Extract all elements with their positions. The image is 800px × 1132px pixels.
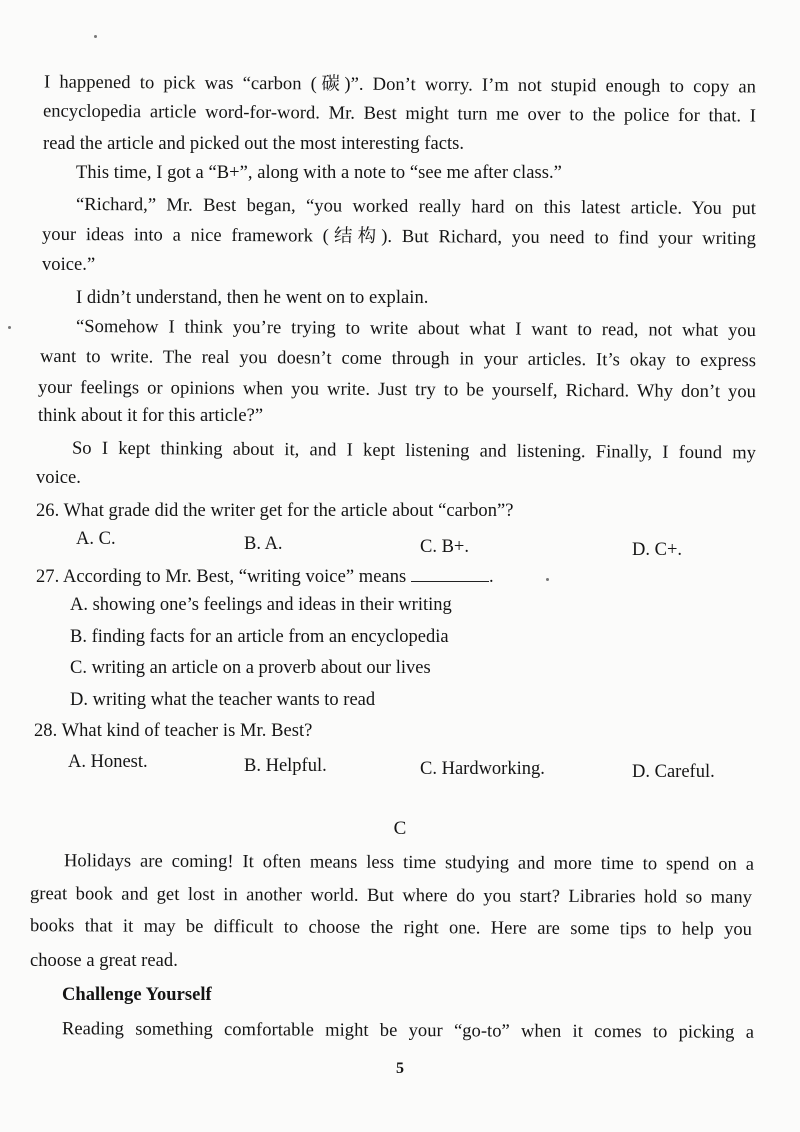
scan-speck [94,35,97,38]
option-c: C. writing an article on a proverb about our lives [70,658,431,678]
option-c: C. B+. [420,537,469,557]
passage-line: read the article and picked out the most interesting facts. [43,134,465,154]
question-28 [34,720,312,742]
option-d: D. C+. [632,540,683,560]
passage-line: voice. [36,468,81,488]
scan-speck [8,326,11,329]
passage-line: choose a great read. [30,951,178,971]
question-26 [36,500,514,522]
answer-blank [411,564,489,582]
question-stem: According to Mr. Best, “writing voice” means [62,567,407,587]
option-b: B. A. [244,534,283,554]
scan-speck [546,578,549,581]
passage-line: think about it for this article?” [38,406,264,426]
option-a: A. showing one’s feelings and ideas in their writing [70,595,452,615]
passage-line: I didn’t understand, then he went on to explain. [76,288,429,308]
question-number: 27. [36,567,60,587]
passage-line: your ideas into a nice framework (结构). But Richard, you need to find your writing [41,224,757,250]
passage-line: great book and get lost in another world. But where do you start? Libraries hold so many [29,884,753,908]
option-b: B. finding facts for an article from an encyclopedia [70,627,449,647]
question-stem-end: . [488,567,494,587]
passage-line: “Somehow I think you’re trying to write about what I want to read, not what you [75,316,757,342]
question-27 [36,564,494,588]
passage-line: encyclopedia article word-for-word. Mr. Best might turn me over to the police for that. I [42,101,757,127]
page-number: 5 [396,1060,404,1077]
option-d: D. Careful. [632,762,715,782]
option-c: C. Hardworking. [420,759,545,779]
question-number: 26. [36,501,60,521]
passage-line: books that it may be difficult to choose the right one. Here are some tips to help you [29,916,753,940]
passage-line: your feelings or opinions when you write. Just try to be yourself, Richard. Why don’t you [37,377,757,403]
question-stem: What grade did the writer get for the article about “carbon”? [63,501,514,521]
passage-line: “Richard,” Mr. Best began, “you worked really hard on this latest article. You put [75,194,757,220]
section-label: C [393,818,407,839]
question-stem: What kind of teacher is Mr. Best? [61,721,313,741]
section-heading: Challenge Yourself [62,985,212,1005]
passage-line: I happened to pick was “carbon (碳)”. Don’t worry. I’m not stupid enough to copy an [43,72,757,98]
passage-line: Holidays are coming! It often means less time studying and more time to spend on a [63,851,755,875]
option-a: A. Honest. [68,752,148,772]
passage-line: This time, I got a “B+”, along with a note to “see me after class.” [76,163,562,183]
question-number: 28. [34,721,58,741]
option-b: B. Helpful. [244,756,327,776]
passage-line: voice.” [42,255,96,275]
passage-line: So I kept thinking about it, and I kept listening and listening. Finally, I found my [71,438,757,464]
passage-line: want to write. The real you doesn’t come through in your articles. It’s okay to express [39,346,757,372]
option-d: D. writing what the teacher wants to read [70,690,376,710]
option-a: A. C. [76,529,116,549]
passage-line: Reading something comfortable might be your “go-to” when it comes to picking a [61,1019,755,1043]
